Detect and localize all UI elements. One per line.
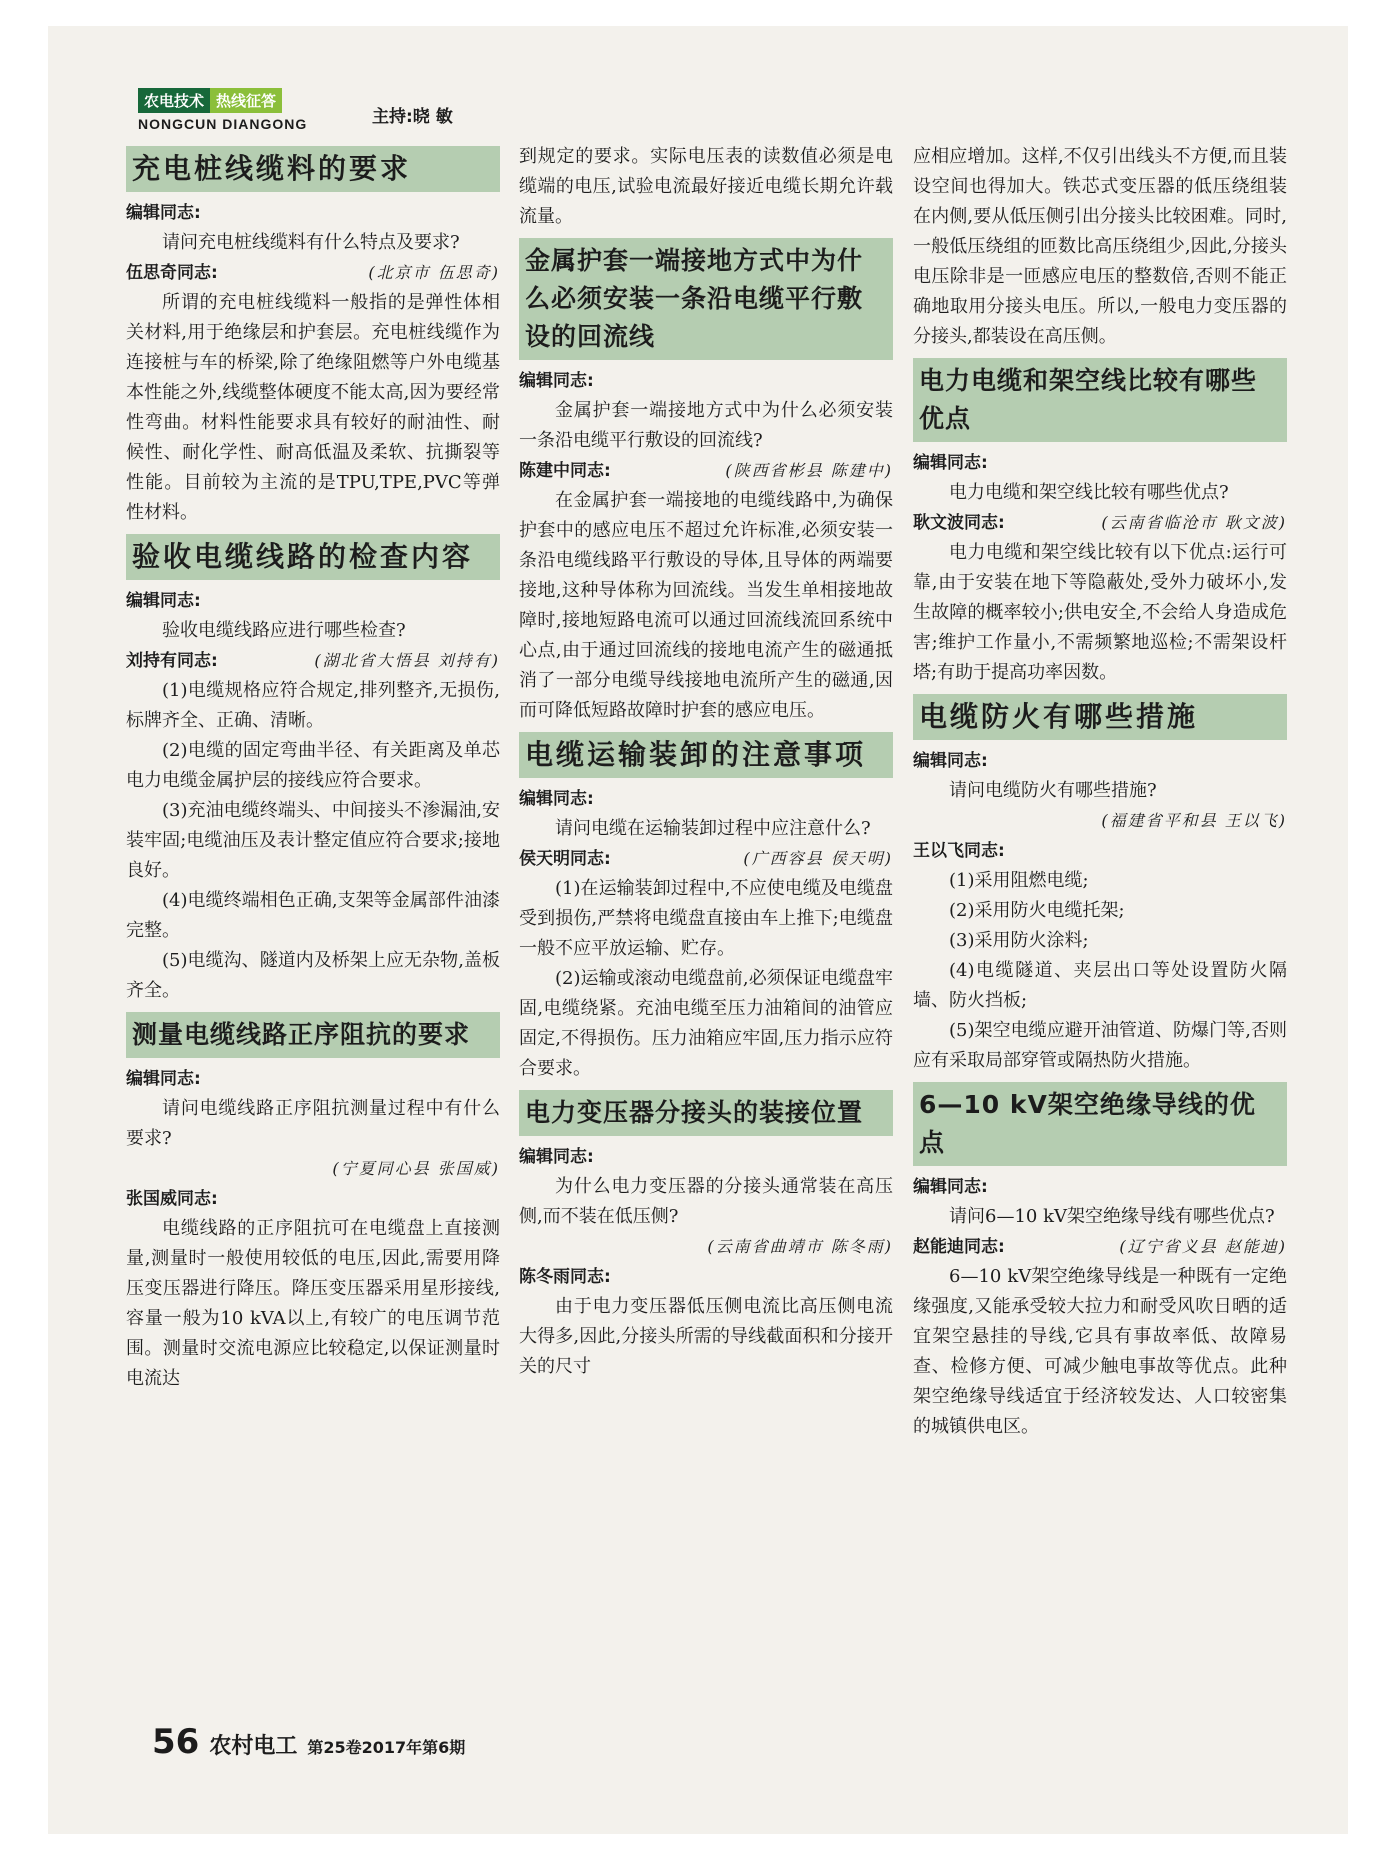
journal-name: 农村电工 xyxy=(209,1734,298,1759)
question-text: 请问电缆线路正序阻抗测量过程中有什么要求? xyxy=(126,1098,500,1149)
body-paragraph: 由于电力变压器低压侧电流比高压侧电流大得多,因此,分接头所需的导线截面积和分接开关的尺寸 xyxy=(519,1296,893,1377)
correspondent-label: 陈建中同志: xyxy=(519,461,611,481)
correspondent-label: 编辑同志: xyxy=(913,453,988,473)
host-name: 主持:晓 敏 xyxy=(372,107,453,127)
question-text: 验收电缆线路应进行哪些检查? xyxy=(162,620,406,641)
section-tag xyxy=(138,88,307,113)
section-tag-sub: 热线征答 xyxy=(210,88,282,113)
body-paragraph: (4)电缆终端相色正确,支架等金属部件油漆完整。 xyxy=(126,890,500,941)
body-paragraph: 6—10 kV架空绝缘导线是一种既有一定绝缘强度,又能承受较大拉力和耐受风吹日晒的适宜架空悬挂的导线,它具有事故率低、故障易查、检修方便、可减少触电事故等优点。此种架空绝缘导线适宜于经济较发达、人口较密集的城镇供电区。 xyxy=(913,1266,1287,1437)
question-source: (福建省平和县 王以飞) xyxy=(1101,811,1287,830)
body-paragraph: 在金属护套一端接地的电缆线路中,为确保护套中的感应电压不超过允许标准,必须安装一条沿电缆线路平行敷设的导体,且导体的两端要接地,这种导体称为回流线。当发生单相接地故障时,接地短路电流可以通过回流线流回系统中心点,由于通过回流线的接地电流产生的磁通抵消了一部分电缆导线接地电流所产生的磁通,因而可降低短路故障时护套的感应电压。 xyxy=(519,490,893,721)
correspondent-label: 赵能迪同志: xyxy=(913,1237,1005,1257)
body-paragraph: 电力电缆和架空线比较有以下优点:运行可靠,由于安装在地下等隐蔽处,受外力破坏小,发生故障的概率较小;供电安全,不会给人身造成危害;维护工作量小,不需频繁地巡检;不需架设杆塔;有助于提高功率因数。 xyxy=(913,542,1287,683)
article-title: 电缆防火有哪些措施 xyxy=(913,694,1287,740)
body-paragraph: 应相应增加。这样,不仅引出线头不方便,而且装设空间也得加大。铁芯式变压器的低压绕组装在内侧,要从低压侧引出分接头比较困难。同时,一般低压绕组的匝数比高压绕组少,因此,分接头电压除非是一匝感应电压的整数倍,否则不能正确地取用分接头电压。所以,一般电力变压器的分接头,都装设在高压侧。 xyxy=(913,146,1287,347)
column-2 xyxy=(519,142,893,1388)
section-pinyin: NONGCUN DIANGONG xyxy=(138,116,308,132)
question-paragraph xyxy=(126,1094,500,1184)
article xyxy=(126,146,500,528)
article xyxy=(126,1012,500,1394)
question-text: 电力电缆和架空线比较有哪些优点? xyxy=(949,482,1229,503)
question-source: (辽宁省义县 赵能迪) xyxy=(1119,1237,1287,1256)
question-text: 请问电缆在运输装卸过程中应注意什么? xyxy=(555,818,871,839)
correspondent-label: 侯天明同志: xyxy=(519,849,611,869)
correspondent-label: 编辑同志: xyxy=(519,371,594,391)
question-source: (广西容县 侯天明) xyxy=(743,849,893,868)
article-title: 金属护套一端接地方式中为什么必须安装一条沿电缆平行敷设的回流线 xyxy=(519,238,893,360)
body-paragraph: (3)充油电缆终端头、中间接头不渗漏油,安装牢固;电缆油压及表计整定值应符合要求;接地良好。 xyxy=(126,800,500,881)
article-title: 验收电缆线路的检查内容 xyxy=(126,534,500,580)
journal-volume: 第25卷2017年第6期 xyxy=(307,1738,466,1757)
correspondent-label: 编辑同志: xyxy=(913,1177,988,1197)
body-paragraph: (2)电缆的固定弯曲半径、有关距离及单芯电力电缆金属护层的接线应符合要求。 xyxy=(126,740,500,791)
article-title: 6—10 kV架空绝缘导线的优点 xyxy=(913,1082,1287,1166)
question-paragraph xyxy=(519,1172,893,1262)
column-header xyxy=(138,88,307,132)
body-paragraph: (5)架空电缆应避开油管道、防爆门等,否则应有采取局部穿管或隔热防火措施。 xyxy=(913,1020,1287,1071)
question-source: (云南省曲靖市 陈冬雨) xyxy=(707,1237,893,1256)
body-paragraph: (3)采用防火涂料; xyxy=(949,930,1089,951)
body-paragraph: (1)在运输装卸过程中,不应使电缆及电缆盘受到损伤,严禁将电缆盘直接由车上推下;电缆盘一般不应平放运输、贮存。 xyxy=(519,878,893,959)
question-source: (湖北省大悟县 刘持有) xyxy=(314,651,500,670)
article xyxy=(913,1082,1287,1442)
question-source: (宁夏同心县 张国威) xyxy=(332,1159,500,1178)
correspondent-label: 耿文波同志: xyxy=(913,513,1005,533)
question-source: (北京市 伍思奇) xyxy=(368,263,500,282)
article xyxy=(519,1090,893,1382)
article xyxy=(913,358,1287,688)
question-text: 为什么电力变压器的分接头通常装在高压侧,而不装在低压侧? xyxy=(519,1176,893,1227)
page-number: 56 xyxy=(152,1722,200,1762)
section-tag-main: 农电技术 xyxy=(138,88,210,113)
correspondent-label: 编辑同志: xyxy=(519,1147,594,1167)
question-text: 请问6—10 kV架空绝缘导线有哪些优点? xyxy=(949,1206,1275,1227)
article-title: 电力电缆和架空线比较有哪些优点 xyxy=(913,358,1287,442)
article xyxy=(913,694,1287,1076)
body-paragraph: 所谓的充电桩线缆料一般指的是弹性体相关材料,用于绝缘层和护套层。充电桩线缆作为连接桩与车的桥梁,除了绝缘阻燃等户外电缆基本性能之外,线缆整体硬度不能太高,因为要经常性弯曲。材料性能要求具有较好的耐油性、耐候性、耐化学性、耐高低温及柔软、抗撕裂等性能。目前较为主流的是TPU,TPE,PVC等弹性材料。 xyxy=(126,292,500,523)
correspondent-label: 编辑同志: xyxy=(519,789,594,809)
correspondent-label: 张国威同志: xyxy=(126,1189,218,1209)
article-title: 电力变压器分接头的装接位置 xyxy=(519,1090,893,1136)
body-paragraph: (4)电缆隧道、夹层出口等处设置防火隔墙、防火挡板; xyxy=(913,960,1287,1011)
question-source: (陕西省彬县 陈建中) xyxy=(725,461,893,480)
article xyxy=(913,142,1287,352)
column-3 xyxy=(913,142,1287,1448)
article xyxy=(519,142,893,232)
article xyxy=(519,238,893,726)
question-paragraph xyxy=(913,776,1287,836)
page-footer xyxy=(152,1722,465,1762)
correspondent-label: 陈冬雨同志: xyxy=(519,1267,611,1287)
article-title: 测量电缆线路正序阻抗的要求 xyxy=(126,1012,500,1058)
column-1 xyxy=(126,142,500,1400)
body-paragraph: (2)运输或滚动电缆盘前,必须保证电缆盘牢固,电缆绕紧。充油电缆至压力油箱间的油管应固定,不得损伤。压力油箱应牢固,压力指示应符合要求。 xyxy=(519,968,893,1079)
correspondent-label: 编辑同志: xyxy=(126,591,201,611)
correspondent-label: 编辑同志: xyxy=(126,1069,201,1089)
body-paragraph: 到规定的要求。实际电压表的读数值必须是电缆端的电压,试验电流最好接近电缆长期允许载流量。 xyxy=(519,146,893,227)
body-paragraph: (1)电缆规格应符合规定,排列整齐,无损伤,标牌齐全、正确、清晰。 xyxy=(126,680,500,731)
article xyxy=(519,732,893,1084)
article-title: 电缆运输装卸的注意事项 xyxy=(519,732,893,778)
body-paragraph: (1)采用阻燃电缆; xyxy=(949,870,1089,891)
correspondent-label: 伍思奇同志: xyxy=(126,263,218,283)
body-paragraph: 电缆线路的正序阻抗可在电缆盘上直接测量,测量时一般使用较低的电压,因此,需要用降压变压器进行降压。降压变压器采用星形接线,容量一般为10 kVA以上,有较广的电压调节范围。测量时交流电源应比较稳定,以保证测量时电流达 xyxy=(126,1218,500,1389)
article xyxy=(126,534,500,1006)
question-source: (云南省临沧市 耿文波) xyxy=(1101,513,1287,532)
question-text: 金属护套一端接地方式中为什么必须安装一条沿电缆平行敷设的回流线? xyxy=(519,400,893,451)
correspondent-label: 刘持有同志: xyxy=(126,651,218,671)
question-text: 请问充电桩线缆料有什么特点及要求? xyxy=(162,232,460,253)
correspondent-label: 编辑同志: xyxy=(913,751,988,771)
correspondent-label: 王以飞同志: xyxy=(913,841,1005,861)
question-text: 请问电缆防火有哪些措施? xyxy=(949,780,1157,801)
body-paragraph: (5)电缆沟、隧道内及桥架上应无杂物,盖板齐全。 xyxy=(126,950,500,1001)
article-title: 充电桩线缆料的要求 xyxy=(126,146,500,192)
body-paragraph: (2)采用防火电缆托架; xyxy=(949,900,1125,921)
correspondent-label: 编辑同志: xyxy=(126,203,201,223)
